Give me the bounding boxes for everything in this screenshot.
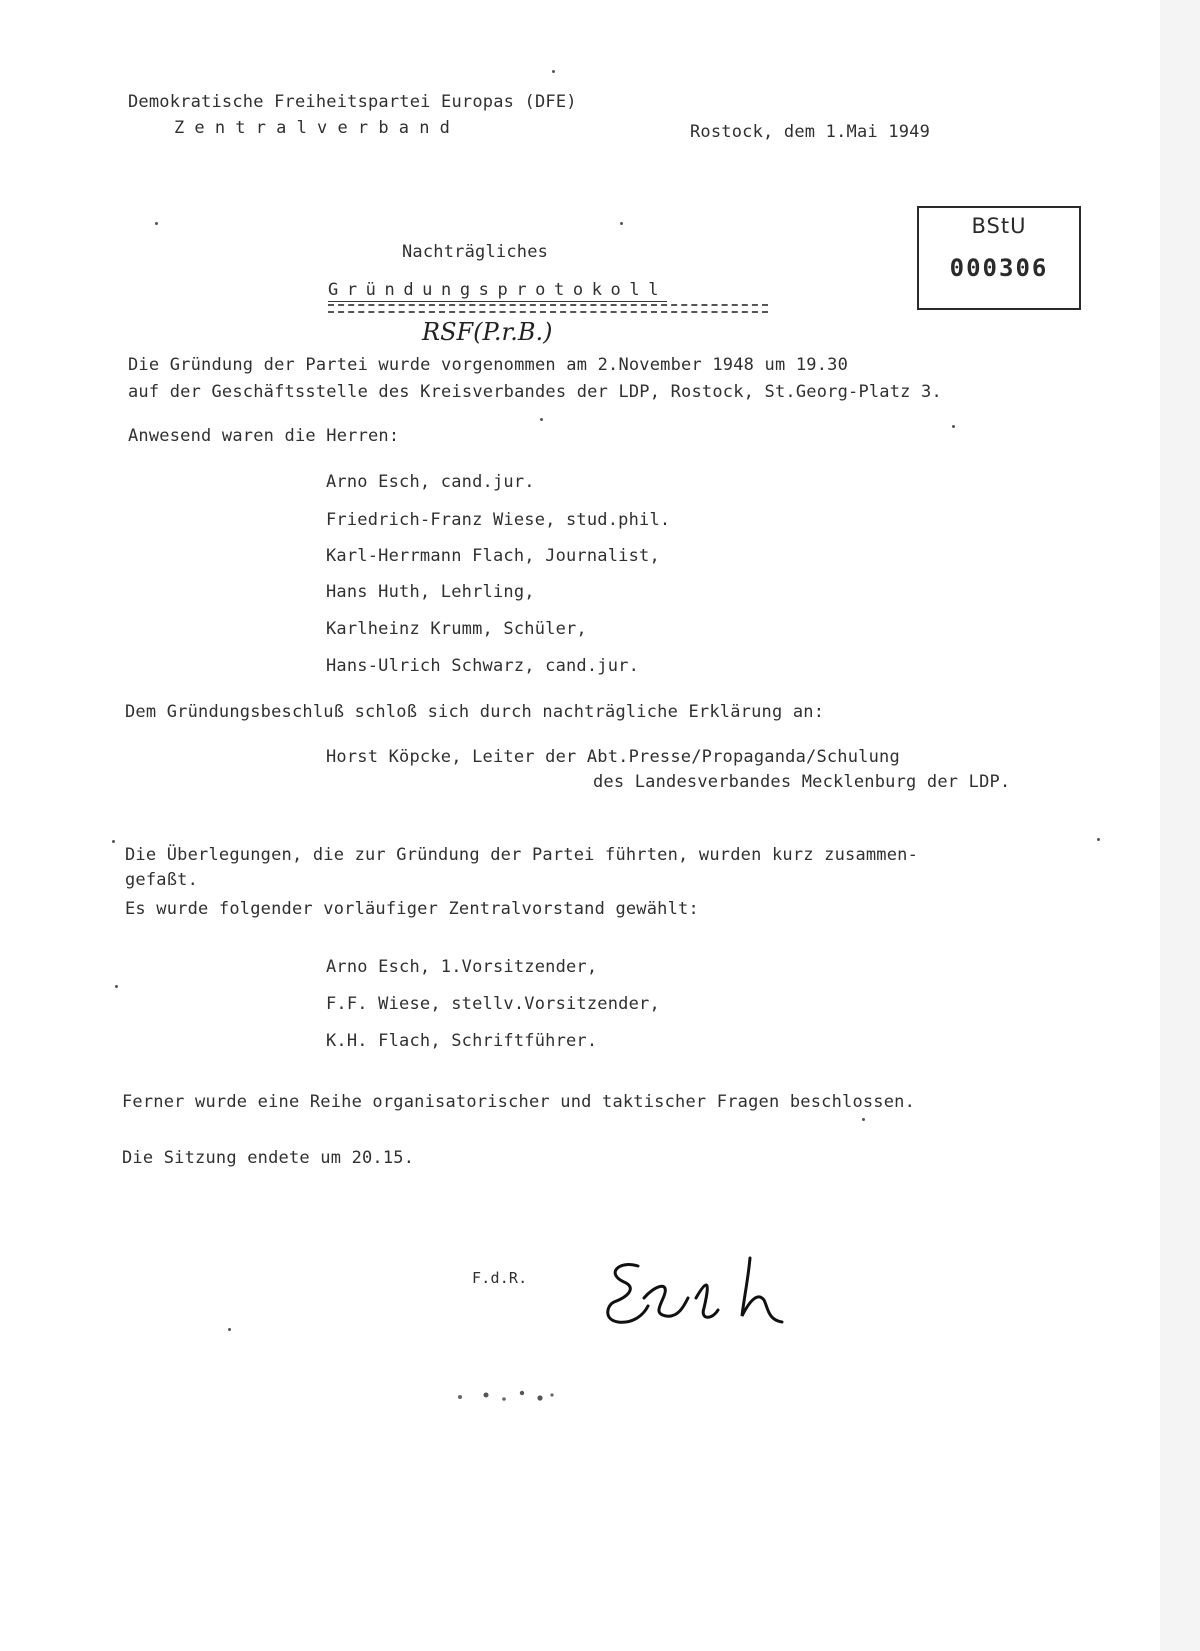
joined-member-line-1: Horst Köpcke, Leiter der Abt.Presse/Propaganda/Schulung	[326, 747, 900, 767]
stamp-number: 000306	[949, 254, 1049, 282]
document-subtitle: Nachträgliches	[402, 242, 549, 262]
considerations-line-1: Die Überlegungen, die zur Gründung der Partei führten, wurden kurz zusammen-	[125, 845, 919, 865]
paper-speck	[228, 1328, 231, 1331]
founding-line-2: auf der Geschäftsstelle des Kreisverbandes der LDP, Rostock, St.Georg-Platz 3.	[128, 382, 942, 402]
present-intro: Anwesend waren die Herren:	[128, 426, 400, 446]
founding-line-1: Die Gründung der Partei wurde vorgenommen am 2.November 1948 um 19.30	[128, 355, 849, 375]
archive-stamp	[917, 206, 1081, 310]
board-member-line: K.H. Flach, Schriftführer.	[326, 1031, 598, 1051]
further-decisions: Ferner wurde eine Reihe organisatorischer und taktischer Fragen beschlossen.	[122, 1092, 916, 1112]
title-double-underline	[328, 304, 768, 313]
paper-speck	[952, 425, 955, 428]
member-line: Hans-Ulrich Schwarz, cand.jur.	[326, 656, 640, 676]
paper-speck	[155, 222, 158, 225]
sender-unit: Zentralverband	[174, 118, 461, 138]
meeting-closed: Die Sitzung endete um 20.15.	[122, 1148, 415, 1168]
joined-intro: Dem Gründungsbeschluß schloß sich durch nachträgliche Erklärung an:	[125, 702, 825, 722]
board-member-line: F.F. Wiese, stellv.Vorsitzender,	[326, 994, 660, 1014]
scan-edge	[1160, 0, 1200, 1651]
paper-speck	[540, 418, 543, 421]
joined-member-line-2: des Landesverbandes Mecklenburg der LDP.	[593, 772, 1011, 792]
considerations-line-2: gefaßt.	[125, 870, 199, 890]
member-line: Hans Huth, Lehrling,	[326, 582, 535, 602]
handwritten-note: RSF(P.r.B.)	[422, 318, 553, 346]
handwritten-signature	[600, 1240, 820, 1360]
member-line: Karlheinz Krumm, Schüler,	[326, 619, 587, 639]
member-line: Arno Esch, cand.jur.	[326, 472, 535, 492]
board-member-line: Arno Esch, 1.Vorsitzender,	[326, 957, 598, 977]
stamp-org: BStU	[971, 214, 1027, 238]
paper-speck	[1097, 838, 1100, 841]
paper-speck	[862, 1118, 865, 1121]
fdr-mark: F.d.R.	[472, 1269, 528, 1287]
paper-speck	[620, 222, 623, 225]
paper-speck	[115, 985, 118, 988]
member-line: Friedrich-Franz Wiese, stud.phil.	[326, 510, 671, 530]
sender-organization: Demokratische Freiheitspartei Europas (DFE)	[128, 92, 577, 112]
paper-speck	[552, 70, 555, 73]
paper-speck	[112, 840, 115, 843]
smudge-mark	[452, 1385, 592, 1409]
document-title: Gründungsprotokoll	[328, 280, 668, 300]
board-intro: Es wurde folgender vorläufiger Zentralvorstand gewählt:	[125, 899, 699, 919]
member-line: Karl-Herrmann Flach, Journalist,	[326, 546, 660, 566]
place-date: Rostock, dem 1.Mai 1949	[690, 122, 931, 142]
